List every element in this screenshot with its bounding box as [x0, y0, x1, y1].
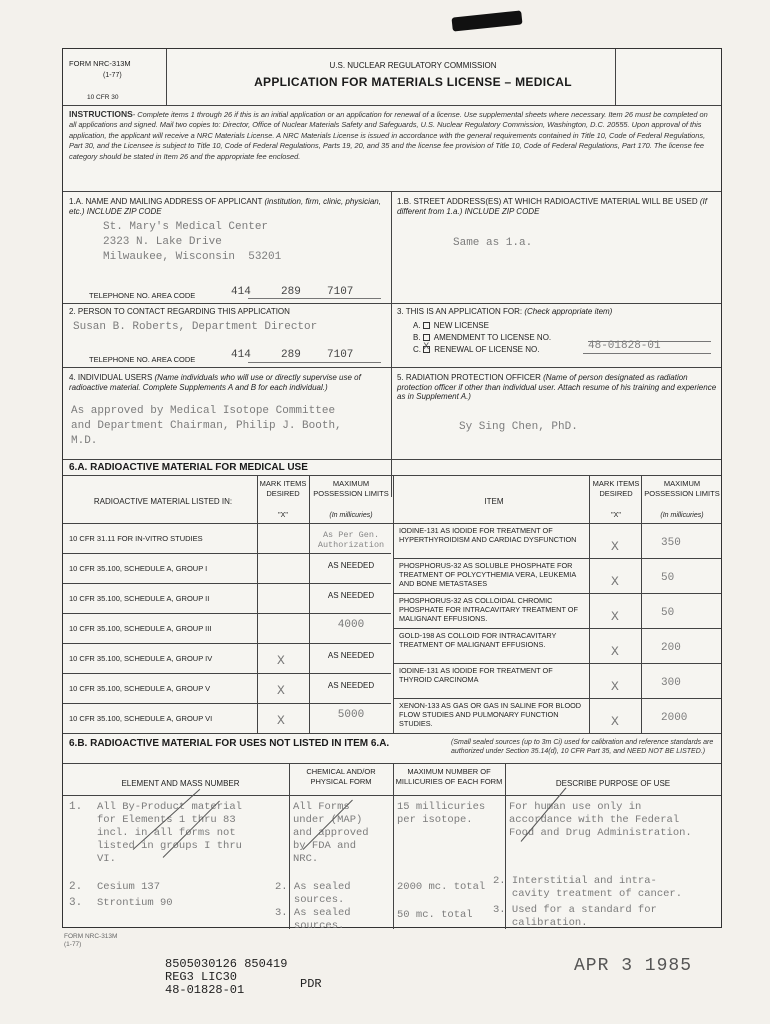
- radiation-protection-officer: Sy Sing Chen, PhD.: [459, 421, 578, 433]
- footer-form-date: (1-77): [64, 941, 82, 948]
- right-row-item: GOLD-198 AS COLLOID FOR INTRACAVITARY TREATMENT OF MALIGNANT EFFUSIONS.: [399, 631, 557, 649]
- row-1-element: All By-Product material for Elements 1 thru 83 incl. in all forms not listed in groups I thru VI.: [97, 801, 242, 865]
- left-row-material: 10 CFR 35.100, SCHEDULE A, GROUP II: [69, 594, 210, 603]
- row-2-purpose: 2. Interstitial and intra- cavity treatment of cancer.: [493, 875, 683, 900]
- row-2-number: 2.: [69, 881, 83, 893]
- individual-users-line-1: As approved by Medical Isotope Committee: [71, 405, 336, 417]
- row-1-max: 15 millicuries per isotope.: [397, 801, 486, 826]
- item-3-label: 3. THIS IS AN APPLICATION FOR: (Check appropriate item): [397, 307, 613, 316]
- right-row-item: PHOSPHORUS-32 AS COLLOIDAL CHROMIC PHOSPHATE FOR INTRACAVITARY TREATMENT OF MALIGNANT EFFUSIONS.: [399, 596, 578, 623]
- col-item-header: ITEM: [484, 497, 504, 506]
- right-row-limit: 350: [661, 537, 681, 549]
- item-2-tel-area: 414: [231, 349, 251, 361]
- col-max-header-right: MAXIMUM POSSESSION LIMITS: [644, 479, 720, 498]
- col-x-header-left: "X": [278, 512, 288, 519]
- right-row-limit: 200: [661, 642, 681, 654]
- row-3-purpose: 3. Used for a standard for calibration.: [493, 904, 657, 929]
- right-row-mark: X: [611, 679, 619, 694]
- applicant-street: 2323 N. Lake Drive: [103, 236, 222, 248]
- item-2-tel-num: 7107: [327, 349, 354, 361]
- right-row-mark: X: [611, 714, 619, 729]
- row-divider: [63, 613, 391, 614]
- item-4-label: 4. INDIVIDUAL USERS (Name individuals who will use or directly supervise use of radioactive material. Complete Supplements A and B for each individual.): [69, 373, 361, 392]
- row-1-purpose: For human use only in accordance with the Federal Food and Drug Administration.: [509, 801, 692, 839]
- form-title: APPLICATION FOR MATERIALS LICENSE – MEDICAL: [254, 75, 572, 89]
- pdr-label: PDR: [300, 977, 322, 991]
- row-divider: [63, 583, 391, 584]
- contact-person: Susan B. Roberts, Department Director: [73, 321, 318, 333]
- row-divider: [393, 558, 721, 559]
- individual-users-line-3: M.D.: [71, 435, 98, 447]
- item-1a-tel-num: 7107: [327, 286, 354, 298]
- left-row-limit: AS NEEDED: [327, 681, 375, 690]
- left-row-limit: 4000: [337, 619, 365, 631]
- item-1b-value: Same as 1.a.: [453, 237, 533, 249]
- agency-name: U.S. NUCLEAR REGULATORY COMMISSION: [329, 61, 497, 70]
- left-row-limit: AS NEEDED: [327, 651, 375, 660]
- instructions: INSTRUCTIONS- Complete items 1 through 26 if this is an initial application or an application for renewal of a license. Use supplemental sheets where necessary. Item 26 must be completed on all applications and signed. Mail two copies to: Director, Office of Nuclear Materials Safety and Safeguards, U.S. Nuclear Regulatory Commission, Washington, D.C. 20555. Upon approval of this application, the applicant will receive a NRC Materials License. A NRC Materials License is issued in accordance with the general requirements contained in Title 10, Code of Federal Regulations, Part 30, and the Licensee is subject to Title 10, Code of Federal Regulations, Parts 19, 20, and 35 and the license fee provision of Title 10, Code of Federal Regulations, Part 170. The license fee category should be stated in Item 26 and the appropriate fee enclosed.: [69, 109, 708, 161]
- row-3-form: 3. As sealed sources.: [275, 907, 351, 932]
- redaction-mark: [451, 10, 522, 31]
- right-row-mark: X: [611, 539, 619, 554]
- row-divider: [63, 673, 391, 674]
- right-row-item: IODINE-131 AS IODIDE FOR TREATMENT OF THYROID CARCINOMA: [399, 666, 553, 684]
- item-1a-tel-area: 414: [231, 286, 251, 298]
- col-mark-header-left: MARK ITEMS DESIRED: [259, 479, 307, 498]
- left-row-mark: X: [277, 653, 285, 668]
- form-cfr: 10 CFR 30: [87, 94, 119, 101]
- right-row-limit: 50: [661, 607, 675, 619]
- doc-id-line-3: 48-01828-01: [165, 983, 245, 997]
- right-row-item: IODINE-131 AS IODIDE FOR TREATMENT OF HYPERTHYROIDISM AND CARDIAC DYSFUNCTION: [399, 526, 577, 544]
- nrc-form-313m: [62, 48, 722, 932]
- individual-users-line-2: and Department Chairman, Philip J. Booth,: [71, 420, 342, 432]
- right-row-mark: X: [611, 644, 619, 659]
- right-row-limit: 300: [661, 677, 681, 689]
- row-3-max: 50 mc. total: [397, 909, 473, 921]
- right-row-item: XENON-133 AS GAS OR GAS IN SALINE FOR BLOOD FLOW STUDIES AND PULMONARY FUNCTION STUDIES.: [399, 701, 582, 728]
- row-divider: [63, 703, 391, 704]
- doc-id-line-2: REG3 LIC30: [165, 970, 238, 984]
- row-divider: [63, 553, 391, 554]
- left-row-material: 10 CFR 35.100, SCHEDULE A, GROUP V: [69, 684, 211, 693]
- date-stamp: APR 3 1985: [574, 956, 693, 976]
- item-3-option-renewal: C. XRENEWAL OF LICENSE NO.: [413, 345, 539, 355]
- left-row-limit: 5000: [337, 709, 365, 721]
- col-mark-header-right: MARK ITEMS DESIRED: [592, 479, 640, 498]
- item-3-option-new: A. NEW LICENSE: [413, 321, 489, 330]
- row-1-form: All Forms under (MAP) and approved by FDA and NRC.: [293, 801, 369, 865]
- col-units-header-right: (In millicuries): [660, 512, 704, 519]
- left-row-material: 10 CFR 31.11 FOR IN-VITRO STUDIES: [69, 534, 203, 543]
- left-row-material: 10 CFR 35.100, SCHEDULE A, GROUP IV: [69, 654, 213, 663]
- item-1a-tel-ex: 289: [281, 286, 301, 298]
- applicant-name: St. Mary's Medical Center: [103, 221, 269, 233]
- row-divider: [393, 663, 721, 664]
- row-divider: [63, 643, 391, 644]
- renewal-license-number: 48-01828-01: [588, 340, 661, 352]
- col-units-header-left: (In millicuries): [329, 512, 373, 519]
- left-row-limit: AS NEEDED: [327, 561, 375, 570]
- col-form-header: CHEMICAL AND/OR PHYSICAL FORM: [306, 767, 376, 786]
- form-date: (1-77): [103, 72, 122, 79]
- row-divider: [393, 628, 721, 629]
- item-5-label: 5. RADIATION PROTECTION OFFICER (Name of person designated as radiation protection officer if other than individual user. Attach resume of his training and experience as in Supplement A.): [397, 373, 717, 401]
- left-row-limit: AS NEEDED: [327, 591, 375, 600]
- left-row-mark: X: [277, 713, 285, 728]
- col-x-header-right: "X": [611, 512, 621, 519]
- row-2-element: Cesium 137: [97, 881, 161, 893]
- right-row-mark: X: [611, 574, 619, 589]
- item-1b-label: 1.B. STREET ADDRESS(ES) AT WHICH RADIOACTIVE MATERIAL WILL BE USED (If different from 1.a.) INCLUDE ZIP CODE: [397, 197, 707, 216]
- row-3-number: 3.: [69, 897, 83, 909]
- right-row-limit: 50: [661, 572, 675, 584]
- section-6b-note: (Small sealed sources (up to 3m Ci) used for calibration and reference standards are authorized under Section 35.14(d), 10 CFR Part 35, and NEED NOT BE LISTED.): [451, 739, 714, 755]
- row-divider: [393, 698, 721, 699]
- item-2-tel-ex: 289: [281, 349, 301, 361]
- applicant-city: Milwaukee, Wisconsin 53201: [103, 251, 282, 263]
- col-material-header: RADIOACTIVE MATERIAL LISTED IN:: [93, 497, 233, 506]
- form-number: FORM NRC-313M: [69, 59, 131, 68]
- right-row-item: PHOSPHORUS-32 AS SOLUBLE PHOSPHATE FOR TREATMENT OF POLYCYTHEMIA VERA, LEUKEMIA AND BONE METASTASES: [399, 561, 576, 588]
- row-1-number: 1.: [69, 801, 83, 813]
- row-2-max: 2000 mc. total: [397, 881, 486, 893]
- row-2-form: 2. As sealed sources.: [275, 881, 351, 906]
- item-2-label: 2. PERSON TO CONTACT REGARDING THIS APPLICATION: [69, 307, 290, 316]
- item-2-tel-label: TELEPHONE NO. AREA CODE: [89, 355, 196, 364]
- col-max-number-header: MAXIMUM NUMBER OF MILLICURIES OF EACH FORM: [395, 767, 503, 786]
- item-1a-tel-label: TELEPHONE NO. AREA CODE: [89, 291, 196, 300]
- left-row-material: 10 CFR 35.100, SCHEDULE A, GROUP III: [69, 624, 212, 633]
- item-3-option-amendment: B. AMENDMENT TO LICENSE NO.: [413, 333, 552, 342]
- col-max-header-left: MAXIMUM POSSESSION LIMITS: [313, 479, 389, 498]
- col-element-header: ELEMENT AND MASS NUMBER: [121, 779, 240, 788]
- doc-id-line-1: 8505030126 850419: [165, 957, 288, 971]
- left-row-material: 10 CFR 35.100, SCHEDULE A, GROUP I: [69, 564, 208, 573]
- right-row-mark: X: [611, 609, 619, 624]
- col-purpose-header: DESCRIBE PURPOSE OF USE: [555, 779, 671, 788]
- row-3-element: Strontium 90: [97, 897, 173, 909]
- left-row-material: 10 CFR 35.100, SCHEDULE A, GROUP VI: [69, 714, 213, 723]
- right-row-limit: 2000: [661, 712, 688, 724]
- footer-form-number: FORM NRC-313M: [64, 933, 118, 940]
- section-6b-title: 6.B. RADIOACTIVE MATERIAL FOR USES NOT LISTED IN ITEM 6.A.: [69, 738, 390, 749]
- section-6a-title: 6.A. RADIOACTIVE MATERIAL FOR MEDICAL USE: [69, 462, 308, 473]
- row-divider: [393, 593, 721, 594]
- item-1a-label: 1.A. NAME AND MAILING ADDRESS OF APPLICANT (institution, firm, clinic, physician, etc.) INCLUDE ZIP CODE: [69, 197, 381, 216]
- left-row-mark: X: [277, 683, 285, 698]
- left-row-limit: As Per Gen. Authorization: [317, 530, 385, 550]
